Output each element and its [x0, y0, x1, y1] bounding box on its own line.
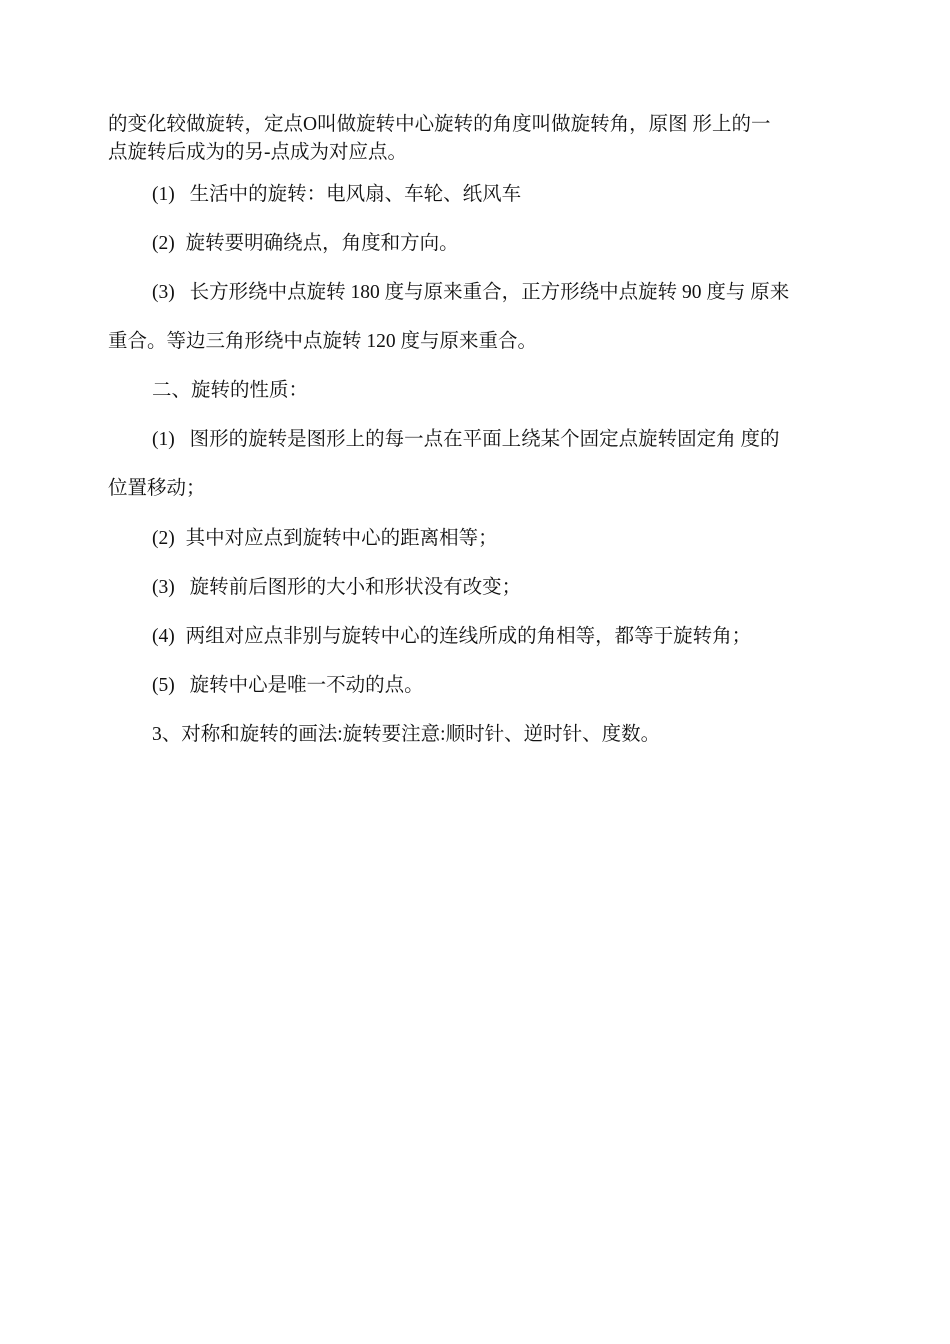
list-number: (3) [152, 282, 175, 303]
list-item-2 [152, 231, 459, 257]
list-text: 两组对应点非别与旋转中心的连线所成的角相等，都等于旋转角； [185, 626, 752, 647]
list-text: 其中对应点到旋转中心的距离相等； [185, 528, 498, 549]
list-text: 旋转要明确绕点，角度和方向。 [185, 233, 459, 254]
property-item-3 [152, 575, 521, 601]
paragraph-line: 的变化较做旋转，定点O叫做旋转中心旋转的角度叫做旋转角，原图 形上的一 [108, 114, 771, 135]
list-number: (3) [152, 577, 175, 598]
property-item-1 [152, 427, 780, 453]
list-text: 长方形绕中点旋转 180 度与原来重合，正方形绕中点旋转 90 度与 原来 [189, 282, 790, 303]
paragraph-line: 点旋转后成为的另-点成为对应点。 [108, 142, 407, 163]
list-text: 旋转中心是唯一不动的点。 [189, 675, 424, 696]
section-heading: 二、旋转的性质： [152, 380, 309, 401]
list-number: (5) [152, 675, 175, 696]
list-number: (1) [152, 184, 175, 205]
section-paragraph: 3、对称和旋转的画法:旋转要注意:顺时针、逆时针、度数。 [152, 724, 661, 745]
list-item-3 [152, 280, 789, 306]
list-number: (2) [152, 233, 175, 254]
list-text: 图形的旋转是图形上的每一点在平面上绕某个固定点旋转固定角 度的 [189, 429, 780, 450]
property-item-5 [152, 673, 424, 699]
paragraph-line: 位置移动； [108, 478, 206, 499]
paragraph-line: 重合。等边三角形绕中点旋转 120 度与原来重合。 [108, 331, 538, 352]
list-number: (1) [152, 429, 175, 450]
property-item-4 [152, 624, 751, 650]
list-item-1 [152, 182, 521, 208]
list-text: 旋转前后图形的大小和形状没有改变； [189, 577, 522, 598]
list-number: (2) [152, 528, 175, 549]
list-number: (4) [152, 626, 175, 647]
property-item-2 [152, 526, 498, 552]
list-text: 生活中的旋转：电风扇、车轮、纸风车 [189, 184, 522, 205]
